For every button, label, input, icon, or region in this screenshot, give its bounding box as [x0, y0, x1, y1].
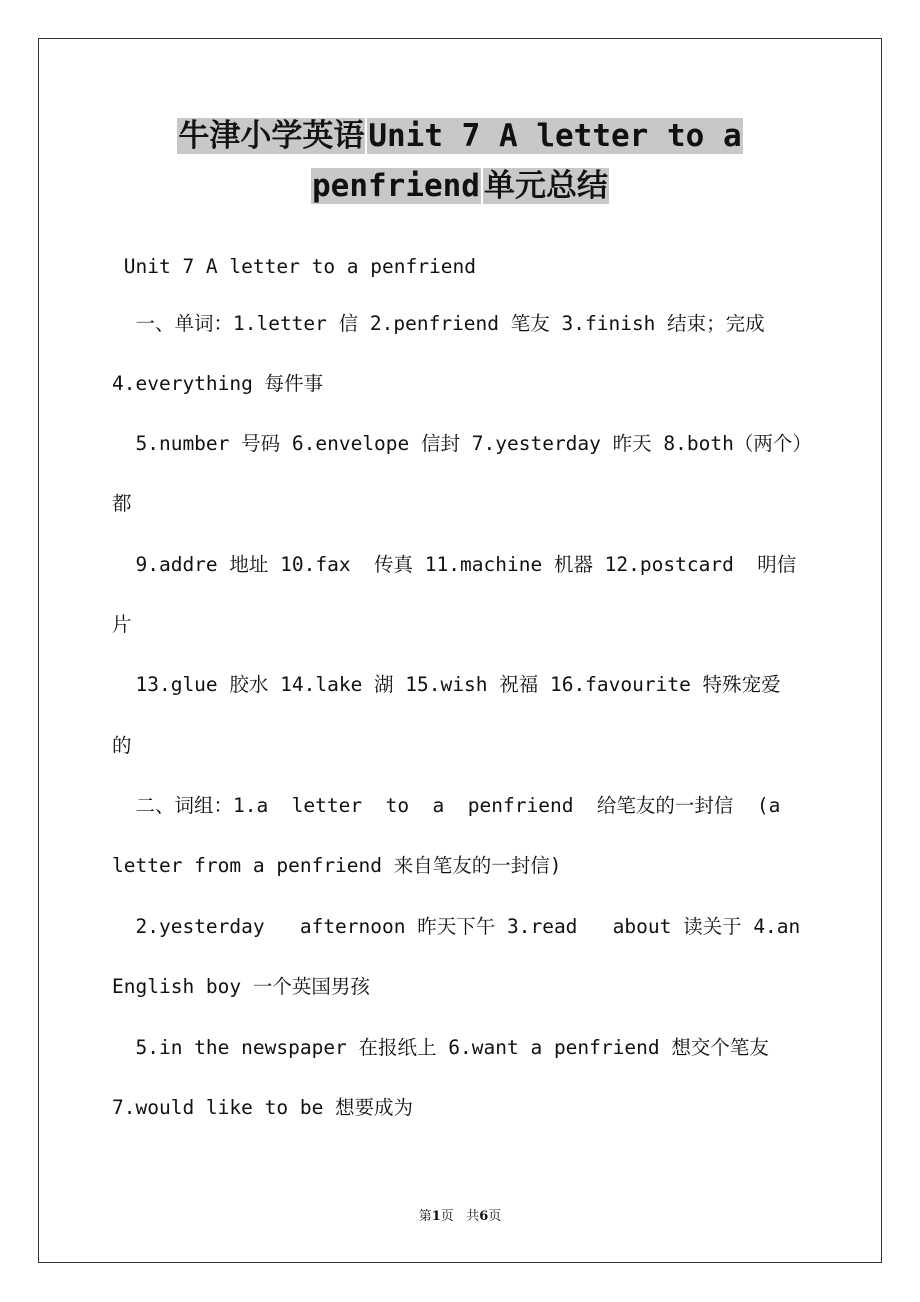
- body-line: English boy 一个英国男孩: [112, 975, 370, 998]
- body-line: 5.number 号码 6.envelope 信封 7.yesterday 昨天 8.both（两个）: [112, 432, 812, 455]
- page-footer: [0, 1205, 920, 1224]
- footer-suffix: 页: [488, 1209, 502, 1224]
- body-line: 一、单词：1.letter 信 2.penfriend 笔友 3.finish 结束；完成: [112, 312, 765, 335]
- body-line: 二、词组：1.a letter to a penfriend 给笔友的一封信 (a: [112, 794, 781, 817]
- body-line: 7.would like to be 想要成为: [112, 1096, 414, 1119]
- document-title-line-2: [60, 162, 860, 210]
- footer-page-number: 1: [431, 1209, 441, 1224]
- title-chinese-part: 牛津小学英语: [178, 118, 365, 154]
- body-line: 的: [112, 734, 132, 757]
- body-line: 4.everything 每件事: [112, 372, 324, 395]
- body-line: letter from a penfriend 来自笔友的一封信): [112, 854, 562, 877]
- page-border: [38, 38, 882, 1263]
- body-line: 13.glue 胶水 14.lake 湖 15.wish 祝福 16.favourite 特殊宠爱: [112, 673, 781, 696]
- footer-mid: 页 共: [440, 1209, 480, 1224]
- body-line: 都: [112, 492, 132, 515]
- title-english-part: Unit 7 A letter to a: [368, 118, 742, 154]
- document-title-line-1: [60, 112, 860, 160]
- body-line: 9.addre 地址 10.fax 传真 11.machine 机器 12.postcard 明信: [112, 553, 797, 576]
- body-line: 2.yesterday afternoon 昨天下午 3.read about 读关于 4.an: [112, 915, 801, 938]
- body-line: 片: [112, 613, 132, 636]
- footer-prefix: 第: [418, 1209, 432, 1224]
- title-english-part-2: penfriend: [312, 168, 480, 204]
- footer-total-pages: 6: [479, 1209, 489, 1224]
- body-line: 5.in the newspaper 在报纸上 6.want a penfriend 想交个笔友: [112, 1036, 769, 1059]
- title-chinese-part-2: 单元总结: [483, 168, 608, 204]
- body-line: Unit 7 A letter to a penfriend: [112, 255, 476, 278]
